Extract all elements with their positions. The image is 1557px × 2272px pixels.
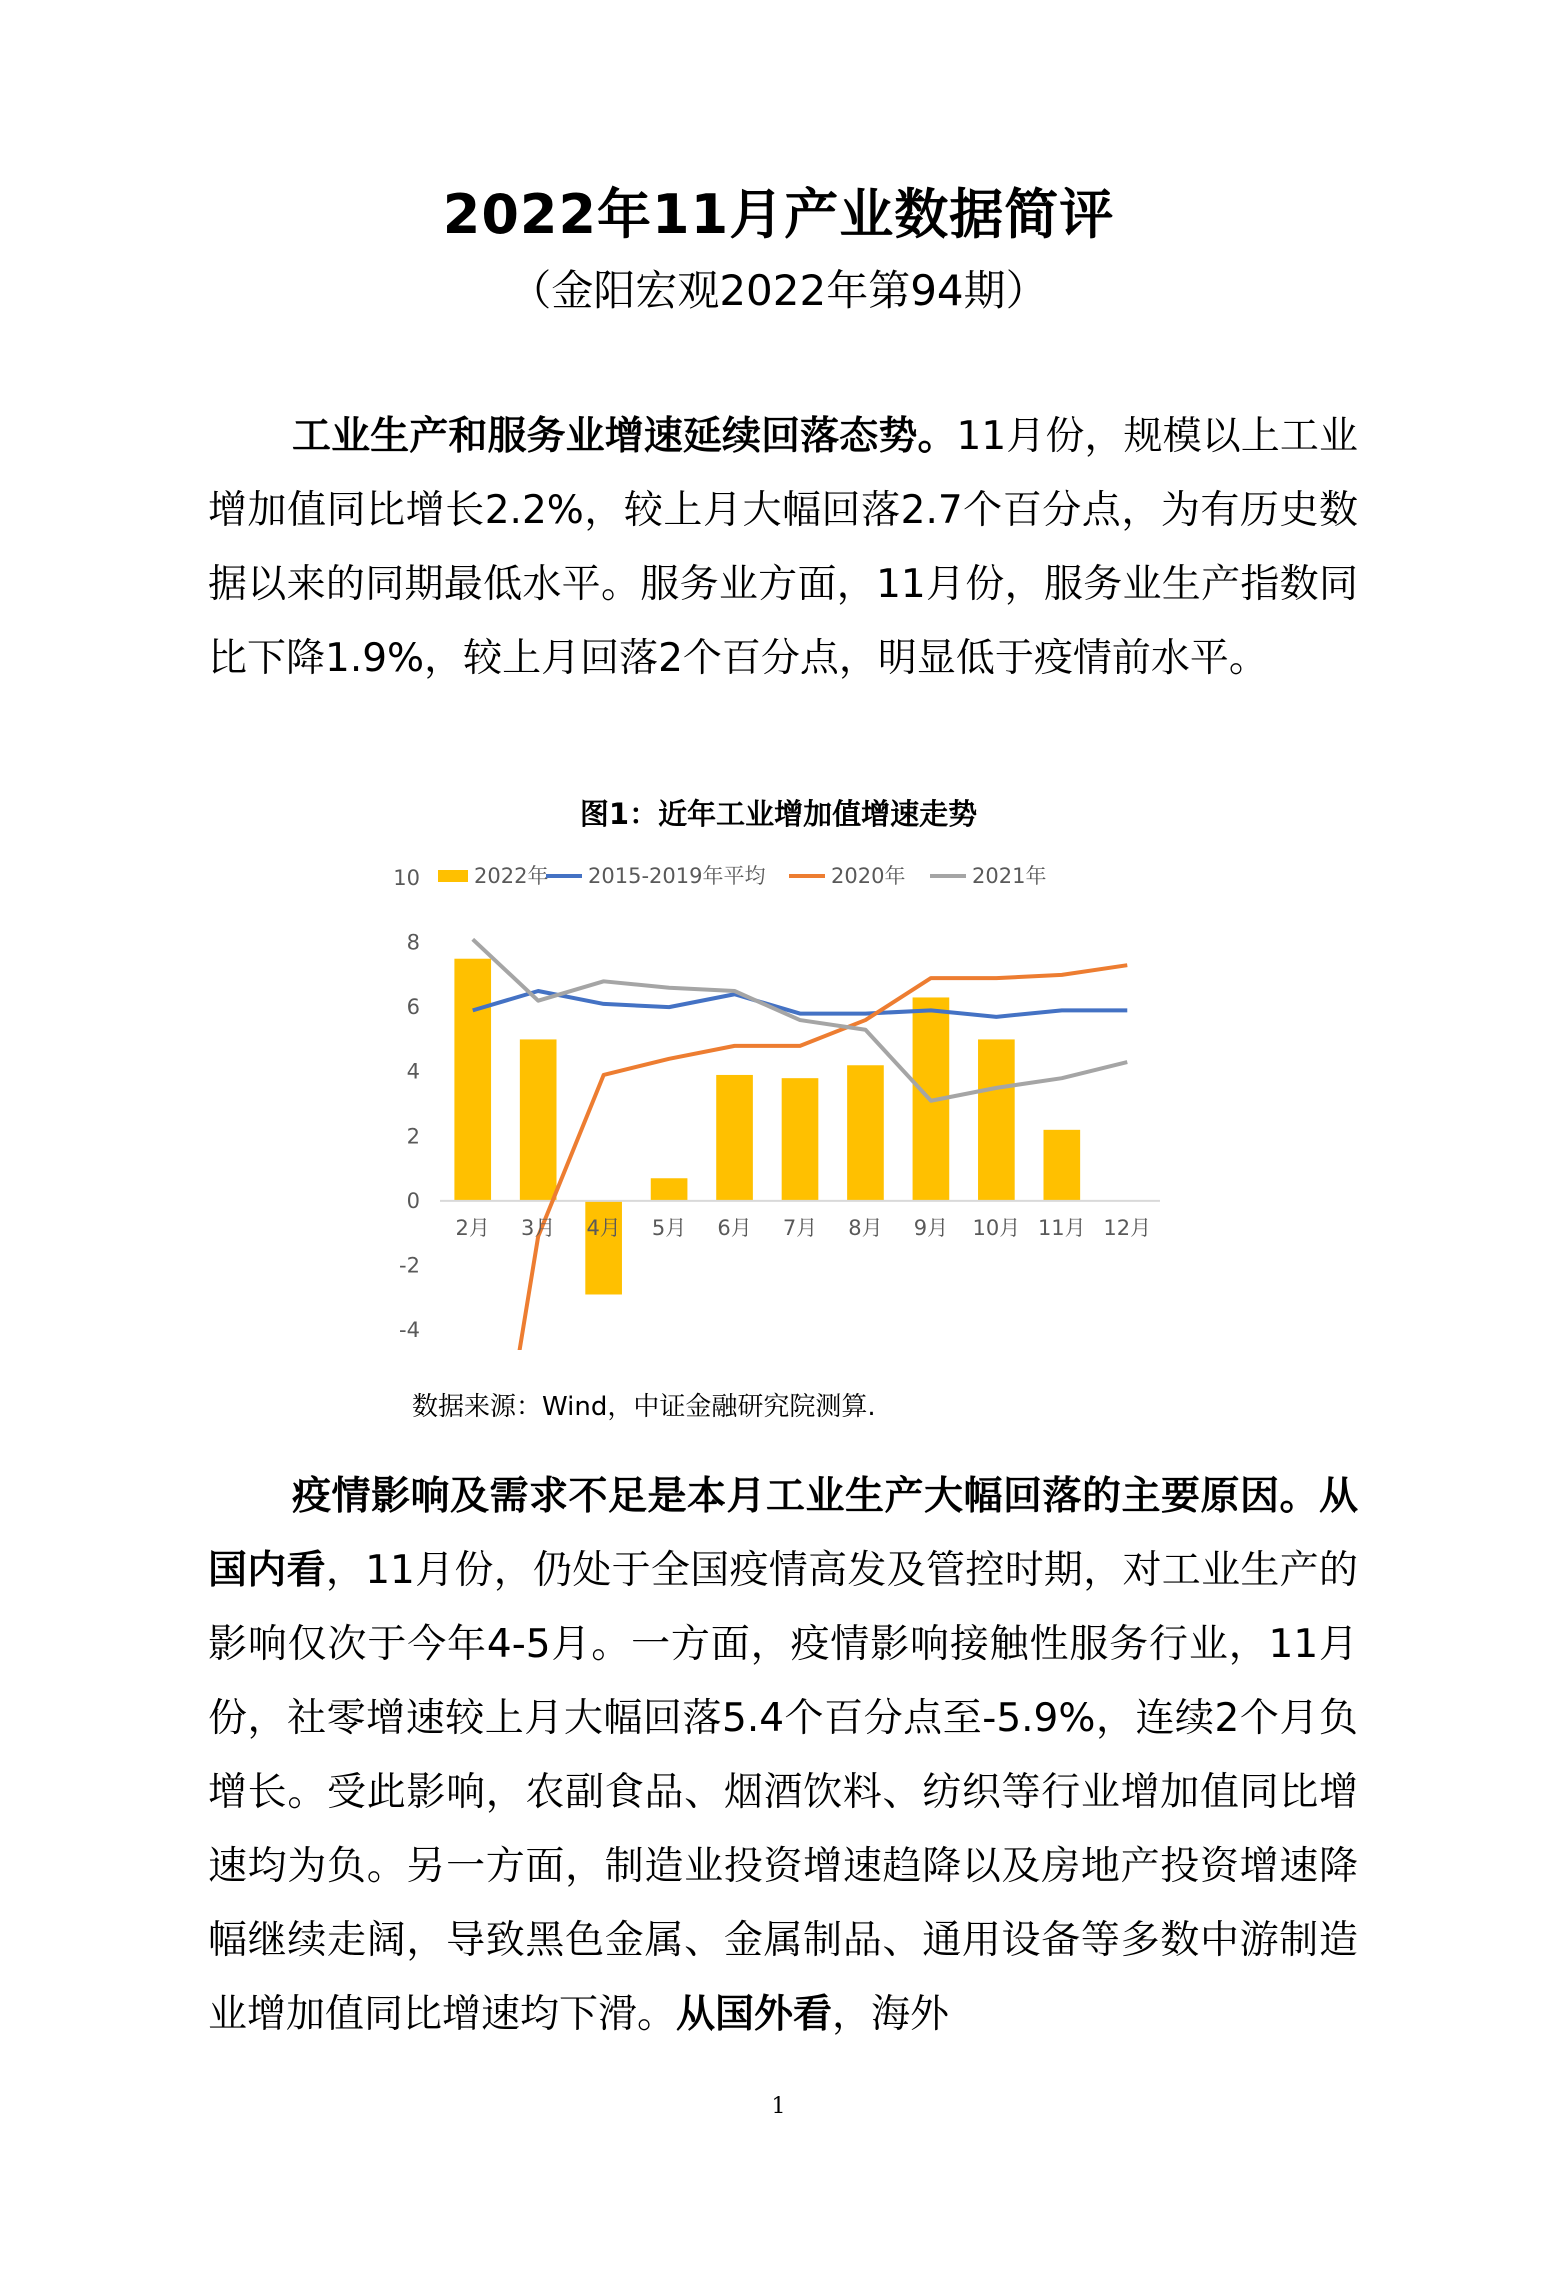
legend-label: 2021年 (972, 864, 1047, 888)
x-tick-label: 3月 (520, 1215, 556, 1240)
x-axis (456, 1216, 1152, 1240)
x-tick-label: 11月 (1037, 1215, 1086, 1240)
y-tick-label: 2 (406, 1124, 420, 1149)
paragraph-2 (208, 1460, 1358, 2052)
legend-label: 2022年 (474, 864, 549, 888)
series-line (473, 939, 1128, 1100)
x-tick-label: 7月 (782, 1215, 818, 1240)
x-tick-label: 6月 (717, 1215, 752, 1240)
x-tick-label: 10月 (972, 1215, 1021, 1240)
bar (520, 1039, 557, 1200)
x-tick-label: 8月 (848, 1215, 883, 1240)
y-tick-label: 10 (393, 866, 420, 890)
bar (978, 1039, 1015, 1200)
foreign-label: 从国外看 (676, 1992, 833, 2037)
x-tick-label: 4月 (586, 1215, 621, 1240)
y-tick-label: 8 (406, 930, 420, 955)
bar-series-2022 (454, 959, 1080, 1295)
chart-legend (438, 864, 1046, 888)
paragraph-1-lead: 工业生产和服务业增速延续回落态势。 (292, 414, 957, 459)
x-tick-label: 5月 (651, 1215, 687, 1240)
document-subtitle: （金阳宏观2022年第94期） (509, 266, 1048, 315)
y-axis (393, 866, 420, 1342)
x-tick-label: 2月 (455, 1215, 490, 1240)
paragraph-2-lead: 疫情影响及需求不足是本月工业生产大幅回落的主要原因。 (292, 1474, 1319, 1519)
bar (454, 959, 491, 1201)
legend-swatch (438, 870, 468, 882)
y-tick-label: 0 (406, 1188, 420, 1213)
document-title: 2022年11月产业数据简评 (442, 183, 1115, 246)
figure-source: 数据来源：Wind，中证金融研究院测算. (412, 1392, 876, 1422)
bar (782, 1078, 819, 1201)
legend-label: 2015-2019年平均 (588, 864, 766, 888)
y-tick-label: -4 (399, 1318, 420, 1342)
paragraph-2-body-1: ，11月份，仍处于全国疫情高发及管控时期，对工业生产的影响仅次于今年4-5月。一方面，疫情影响接触性服务行业，11月份，社零增速较上月大幅回落5.4个百分点至-5.9%，连续2个月负增长。受此影响，农副食品、烟酒饮料、纺织等行业增加值同比增速均为负。另一方面，制造业投资增速趋降以及房地产投资增速降幅继续走阔，导致黑色金属、金属制品、通用设备等多数中游制造业增加值同比增速均下滑。 (208, 1548, 1358, 2037)
x-tick-label: 9月 (913, 1215, 949, 1240)
legend-label: 2020年 (831, 864, 906, 888)
y-tick-label: 6 (406, 995, 420, 1020)
industrial-growth-chart (370, 848, 1190, 1368)
paragraph-1-body: 11月份，规模以上工业增加值同比增长2.2%，较上月大幅回落2.7个百分点，为有历史数据以来的同期最低水平。服务业方面，11月份，服务业生产指数同比下降1.9%，较上月回落2个百分点，明显低于疫情前水平。 (208, 414, 1358, 681)
domestic-label: 从国内看 (208, 1474, 1358, 1593)
bar (847, 1065, 884, 1201)
x-tick-label: 12月 (1103, 1215, 1152, 1240)
bar (651, 1178, 688, 1201)
paragraph-1 (208, 400, 1358, 696)
y-tick-label: 4 (406, 1059, 420, 1084)
figure-title: 图1：近年工业增加值增速走势 (579, 797, 978, 831)
page-number: 1 (771, 2094, 786, 2119)
paragraph-2-body-2: ，海外 (832, 1992, 950, 2037)
bar (716, 1075, 753, 1201)
y-tick-label: -2 (399, 1253, 420, 1278)
bar (1043, 1130, 1080, 1201)
series-line (473, 991, 1128, 1017)
